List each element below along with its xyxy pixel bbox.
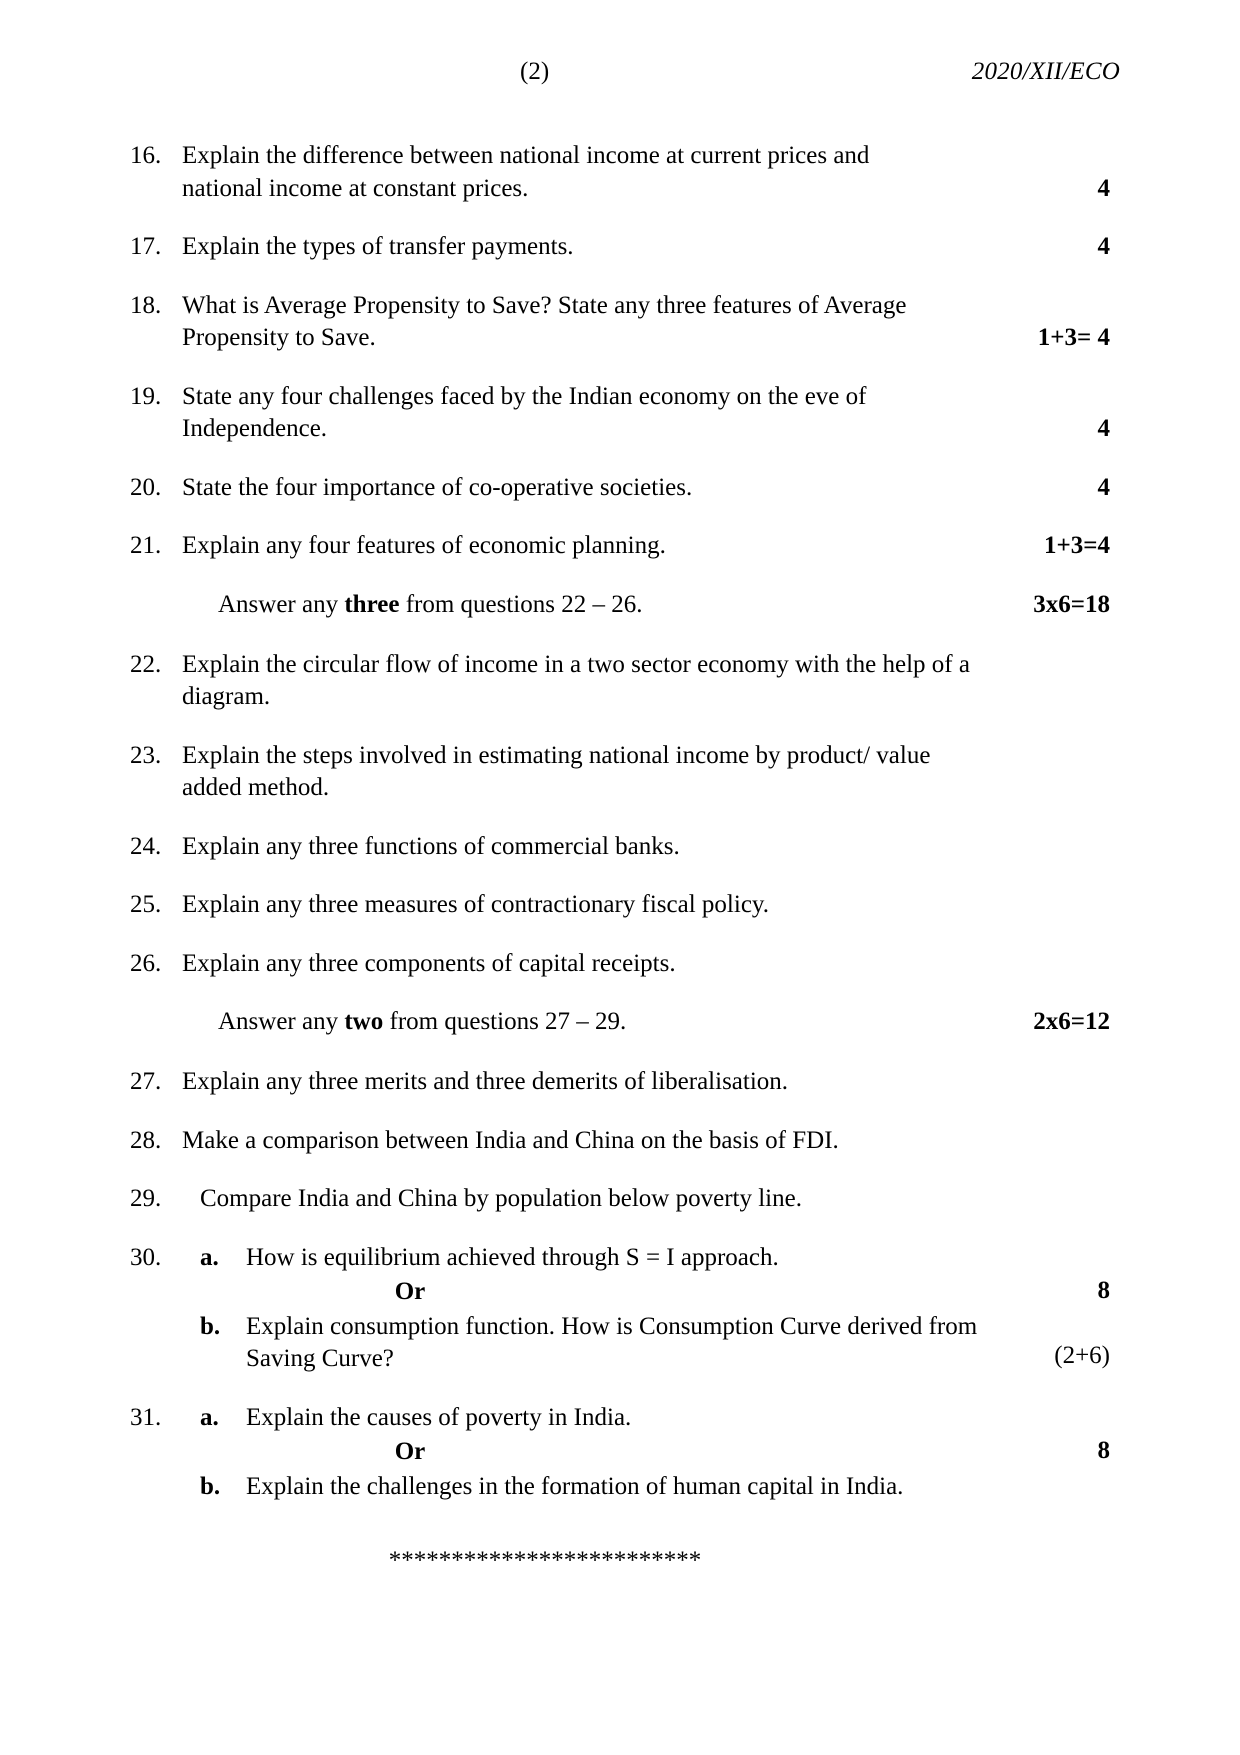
- question-row: [130, 948, 1110, 981]
- question-row: [130, 1183, 1110, 1216]
- question-number: 17.: [130, 233, 162, 260]
- question-text: [182, 649, 992, 714]
- option-b-label: b.: [200, 1312, 221, 1340]
- option-b-text-line1: Explain consumption function. How is Consumption Curve derived: [246, 1312, 923, 1340]
- page-header: [130, 58, 1120, 98]
- option-b-label: b.: [200, 1472, 221, 1500]
- instruction-prefix: Answer any: [218, 1008, 345, 1035]
- question-marks: 1+3= 4: [1037, 324, 1110, 351]
- question-row: [130, 740, 1110, 805]
- question-text-line1: Explain any four features of economic planning.: [182, 532, 666, 559]
- choice-marks-main: 8: [1097, 1276, 1110, 1304]
- question-row: [130, 831, 1110, 864]
- instruction-row-two: [130, 1008, 1110, 1036]
- instruction-marks: 3x6=18: [1033, 590, 1110, 618]
- question-text: [182, 140, 992, 205]
- question-text-line1: State the four importance of co-operative societies.: [182, 473, 693, 501]
- marks-spacer: [992, 1402, 1110, 1435]
- choice-options: [200, 1402, 992, 1504]
- question-row: [130, 1066, 1110, 1099]
- option-b-text: [246, 1311, 992, 1376]
- question-row: [130, 649, 1110, 714]
- question-text-line1: Explain any three measures of contractionary fiscal policy.: [182, 891, 770, 918]
- question-text-line1: Explain any three components of capital receipts.: [182, 949, 676, 977]
- question-marks: 1+3=4: [1044, 532, 1110, 559]
- paper-code: 2020/XII/ECO: [971, 58, 1120, 85]
- question-text-line2: added method.: [182, 774, 330, 801]
- or-separator: Or: [394, 1438, 426, 1465]
- choice-marks-main: 8: [1097, 1436, 1110, 1464]
- question-text-line2: national income at constant prices.: [182, 174, 529, 202]
- or-separator: Or: [394, 1278, 426, 1305]
- question-row: [130, 530, 1110, 563]
- option-b-text: Explain the challenges in the formation of human capital in India.: [246, 1472, 904, 1500]
- question-text: [182, 530, 992, 563]
- question-text-line1: State any four challenges faced by the Indian economy on the eve of: [182, 382, 867, 410]
- instruction-emphasis: two: [344, 1008, 384, 1035]
- question-number: 19.: [130, 382, 162, 410]
- question-number: 18.: [130, 291, 162, 319]
- question-text-line1: Make a comparison between India and China on the basis of FDI.: [182, 1126, 839, 1154]
- choice-marks-split: (2+6): [1054, 1342, 1110, 1369]
- question-text: [182, 948, 992, 981]
- question-number: 22.: [130, 650, 162, 678]
- instruction-prefix: Answer any: [218, 590, 345, 618]
- question-number: 23.: [130, 741, 162, 769]
- question-text-line1: Explain the circular flow of income in a two sector economy with the help of a: [182, 650, 970, 678]
- question-text-line1: Explain any three functions of commercial banks.: [182, 832, 680, 860]
- question-marks: 4: [1097, 233, 1110, 260]
- question-text-line1: Explain the types of transfer payments.: [182, 233, 574, 260]
- choice-options: [200, 1242, 992, 1376]
- question-text: [182, 472, 992, 505]
- instruction-suffix: from questions 22 – 26.: [399, 590, 643, 618]
- question-marks: 4: [1097, 473, 1110, 501]
- question-number: 31.: [130, 1403, 162, 1431]
- question-text: [182, 290, 992, 355]
- choice-marks: [992, 1402, 1110, 1468]
- question-text-line1: What is Average Propensity to Save? State any three features of Average: [182, 291, 907, 319]
- question-number: 21.: [130, 532, 162, 559]
- question-row: [130, 290, 1110, 355]
- question-row: [130, 472, 1110, 505]
- question-number: 26.: [130, 949, 162, 977]
- option-a-label: a.: [200, 1243, 219, 1271]
- question-text: [182, 1125, 992, 1158]
- question-number: 16.: [130, 142, 162, 169]
- question-row: [130, 140, 1110, 205]
- marks-spacer: [992, 1242, 1110, 1275]
- question-text: [182, 381, 992, 446]
- question-number: 24.: [130, 832, 162, 860]
- instruction-suffix: from questions 27 – 29.: [383, 1008, 627, 1035]
- choice-option-a: [200, 1242, 992, 1275]
- question-text: [200, 1183, 992, 1216]
- question-row: [130, 381, 1110, 446]
- question-marks: 4: [1097, 174, 1110, 202]
- option-a-label: a.: [200, 1403, 219, 1431]
- option-b-text-line2: from Saving Curve?: [246, 1312, 978, 1372]
- option-a-text: How is equilibrium achieved through S = I approach.: [246, 1243, 779, 1271]
- question-text-line1: Explain the steps involved in estimating national income by product/ value: [182, 741, 931, 769]
- question-text: [182, 1066, 992, 1099]
- question-text-line2: Propensity to Save.: [182, 324, 376, 351]
- question-number: 27.: [130, 1068, 162, 1095]
- question-number: 25.: [130, 891, 162, 918]
- choice-option-b: [200, 1311, 992, 1376]
- footer-asterisks: *************************: [388, 1547, 702, 1574]
- question-text-line2: Independence.: [182, 415, 328, 442]
- choice-question-row: [130, 1402, 1110, 1504]
- choice-option-b: [200, 1471, 992, 1504]
- question-row: [130, 231, 1110, 264]
- question-text-line1: Explain any three merits and three demerits of liberalisation.: [182, 1068, 789, 1095]
- question-number: 28.: [130, 1126, 162, 1154]
- instruction-row-three: [130, 591, 1110, 619]
- option-a-text: Explain the causes of poverty in India.: [246, 1403, 632, 1431]
- instruction-text: [218, 1008, 992, 1036]
- marks-spacer: [992, 1307, 1110, 1340]
- question-text: [182, 831, 992, 864]
- page-number: (2): [520, 58, 550, 85]
- choice-question-row: [130, 1242, 1110, 1376]
- question-text: [182, 740, 992, 805]
- instruction-emphasis: three: [344, 590, 400, 618]
- question-row: [130, 889, 1110, 922]
- choice-option-a: [200, 1402, 992, 1435]
- question-text-line2: diagram.: [182, 683, 271, 710]
- question-number: 30.: [130, 1243, 162, 1271]
- question-text-line1: Compare India and China by population below poverty line.: [200, 1185, 802, 1212]
- instruction-marks: 2x6=12: [1033, 1008, 1110, 1035]
- question-marks: 4: [1097, 415, 1110, 442]
- question-number: 29.: [130, 1185, 162, 1212]
- question-row: [130, 1125, 1110, 1158]
- question-number: 20.: [130, 473, 162, 501]
- choice-marks: [992, 1242, 1110, 1373]
- question-text-line1: Explain the difference between national income at current prices and: [182, 142, 870, 169]
- question-text: [182, 889, 992, 922]
- question-list: [130, 140, 1110, 1575]
- instruction-text: [218, 591, 992, 619]
- question-text: [182, 231, 992, 264]
